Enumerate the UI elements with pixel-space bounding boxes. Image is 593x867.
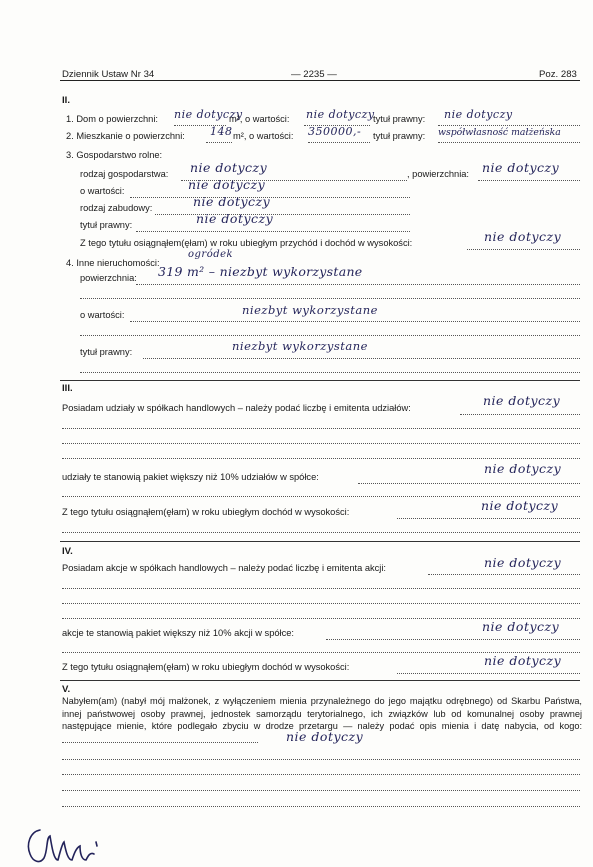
section-v-numeral: V. [62, 684, 71, 695]
signature-image [0, 826, 110, 867]
shares-packet-label: udziały te stanowią pakiet większy niż 10% udziałów w spółce: [62, 472, 319, 482]
shares-packet-line-2[interactable] [62, 496, 580, 497]
section-divider [60, 541, 580, 542]
stocks-line-2[interactable] [62, 588, 580, 589]
stocks-packet-label: akcje te stanowią pakiet większy niż 10% akcji w spółce: [62, 628, 295, 638]
house-title-field[interactable] [438, 125, 580, 126]
other-area-field[interactable] [136, 284, 580, 285]
shares-line-4[interactable] [62, 458, 580, 459]
house-title-value: nie dotyczy [444, 108, 513, 121]
acquired-property-text-content: Nabyłem(am) (nabył mój małżonek, z wyłączeniem mienia przynależnego do jego majątku odrębnego) od Skarbu Państwa, innej państwowej osoby prawnej, jednostek samorządu terytorialnego, ich związków lub od komunalnej osoby prawnej następujące mienie, które podlegało zbyciu w drodze przetargu — należy podać opis mienia i datę nabycia, od kogo: [62, 696, 582, 732]
shares-income-value: nie dotyczy [481, 498, 559, 513]
farm-title-value: nie dotyczy [196, 211, 274, 226]
flat-title-value: współwłasność małżeńska [438, 127, 561, 138]
page-number: — 2235 — [291, 69, 337, 80]
flat-title-label: tytuł prawny: [373, 131, 426, 141]
flat-area-value: 148 [210, 125, 233, 138]
stocks-packet-value: nie dotyczy [482, 619, 560, 634]
house-value-label: m², o wartości: [229, 114, 290, 124]
section-iv-numeral: IV. [62, 546, 73, 557]
section-iii-numeral: III. [62, 383, 73, 394]
flat-value-field[interactable] [308, 142, 370, 143]
farm-area-field[interactable] [478, 180, 580, 181]
stocks-field[interactable] [428, 574, 580, 575]
shares-packet-value: nie dotyczy [484, 461, 562, 476]
shares-income-line-2[interactable] [62, 532, 580, 533]
other-property-heading-value: ogródek [188, 249, 234, 260]
house-area-label: 1. Dom o powierzchni: [66, 114, 158, 124]
farm-buildings-field[interactable] [155, 214, 410, 215]
journal-title: Dziennik Ustaw Nr 34 [62, 69, 155, 80]
shares-label: Posiadam udziały w spółkach handlowych – należy podać liczbę i emitenta udziałów: [62, 403, 411, 413]
farm-income-field[interactable] [467, 249, 580, 250]
farm-type-value: nie dotyczy [190, 160, 268, 175]
shares-income-field[interactable] [397, 518, 580, 519]
other-value-label: o wartości: [80, 310, 125, 320]
house-area-value: nie dotyczy [174, 108, 243, 121]
stocks-line-3[interactable] [62, 603, 580, 604]
farm-buildings-label: rodzaj zabudowy: [80, 203, 153, 213]
other-title-value: niezbyt wykorzystane [232, 339, 368, 353]
section-divider [60, 380, 580, 381]
farm-type-label: rodzaj gospodarstwa: [80, 169, 169, 179]
flat-area-label: 2. Mieszkanie o powierzchni: [66, 131, 185, 141]
acquired-property-field[interactable] [62, 733, 258, 743]
other-area-label: powierzchnia: [80, 273, 137, 283]
stocks-label: Posiadam akcje w spółkach handlowych – należy podać liczbę i emitenta akcji: [62, 563, 387, 573]
farm-area-label: , powierzchnia: [407, 169, 470, 179]
flat-value-value: 350000,- [308, 125, 362, 138]
other-title-label: tytuł prawny: [80, 347, 133, 357]
farm-value-label: o wartości: [80, 186, 125, 196]
stocks-value: nie dotyczy [484, 555, 562, 570]
farm-income-value: nie dotyczy [484, 229, 562, 244]
shares-field[interactable] [460, 414, 580, 415]
other-title-extra-line[interactable] [80, 372, 580, 373]
shares-line-2[interactable] [62, 428, 580, 429]
farm-title-field[interactable] [136, 231, 410, 232]
house-title-label: tytuł prawny: [373, 114, 426, 124]
other-area-value: 319 m² – niezbyt wykorzystane [158, 264, 363, 279]
farm-buildings-value: nie dotyczy [193, 194, 271, 209]
flat-area-field[interactable] [206, 142, 232, 143]
shares-line-3[interactable] [62, 443, 580, 444]
shares-packet-field[interactable] [358, 483, 580, 484]
section-ii-numeral: II. [62, 95, 70, 106]
farm-income-label: Z tego tytułu osiągnąłem(ęłam) w roku ubiegłym przychód i dochód w wysokości: [80, 238, 413, 248]
farm-area-value: nie dotyczy [482, 160, 560, 175]
other-value-extra-line[interactable] [80, 335, 580, 336]
farm-value-value: nie dotyczy [188, 177, 266, 192]
acquired-line-5[interactable] [62, 806, 580, 807]
farm-title-label: tytuł prawny: [80, 220, 133, 230]
flat-title-field[interactable] [438, 142, 580, 143]
acquired-line-4[interactable] [62, 790, 580, 791]
other-value-field[interactable] [130, 321, 580, 322]
section-divider [60, 680, 580, 681]
shares-value: nie dotyczy [483, 393, 561, 408]
other-area-extra-line[interactable] [80, 298, 580, 299]
acquired-line-2[interactable] [62, 759, 580, 760]
flat-value-label: m², o wartości: [233, 131, 294, 141]
house-value-value: nie dotyczy [306, 108, 375, 121]
farm-heading: 3. Gospodarstwo rolne: [66, 150, 163, 160]
other-property-heading: 4. Inne nieruchomości: [66, 258, 160, 268]
acquired-line-3[interactable] [62, 774, 580, 775]
acquired-property-value: nie dotyczy [286, 729, 364, 744]
position-number: Poz. 283 [539, 69, 577, 80]
other-value-value: niezbyt wykorzystane [242, 303, 378, 317]
stocks-income-value: nie dotyczy [484, 653, 562, 668]
header-rule [60, 80, 580, 81]
stocks-income-field[interactable] [397, 673, 580, 674]
stocks-income-label: Z tego tytułu osiągnąłem(ęłam) w roku ubiegłym dochód w wysokości: [62, 662, 350, 672]
shares-income-label: Z tego tytułu osiągnąłem(ęłam) w roku ubiegłym dochód w wysokości: [62, 507, 350, 517]
other-title-field[interactable] [143, 358, 580, 359]
stocks-packet-field[interactable] [326, 639, 580, 640]
